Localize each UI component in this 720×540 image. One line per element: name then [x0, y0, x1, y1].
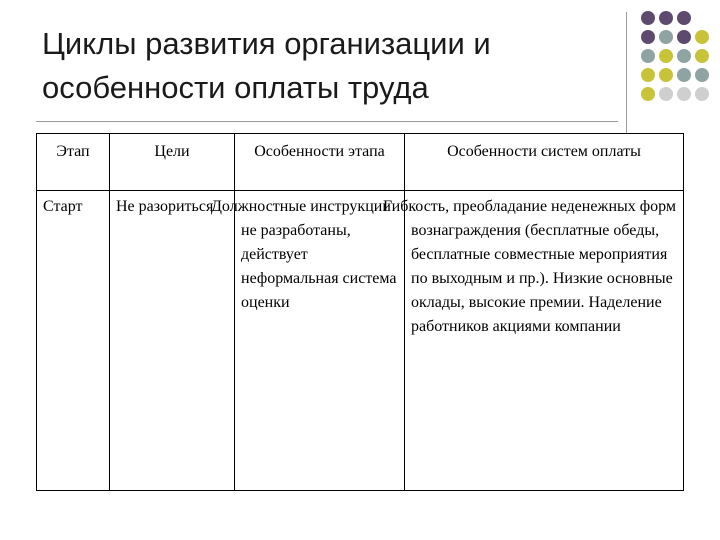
decorative-dot: [677, 87, 691, 101]
decorative-dot: [677, 68, 691, 82]
horizontal-divider: [36, 121, 618, 122]
cell-goals: Не разориться: [110, 191, 235, 491]
vertical-divider: [626, 12, 627, 134]
decorative-dot: [677, 30, 691, 44]
decorative-dot: [659, 87, 673, 101]
header-goals: Цели: [110, 134, 235, 191]
title-line-1: Циклы развития организации и: [42, 26, 491, 61]
decorative-dot: [659, 30, 673, 44]
decorative-dot: [695, 30, 709, 44]
decorative-dot: [641, 68, 655, 82]
title-line-2: особенности оплаты труда: [42, 70, 429, 105]
header-stage-features: Особенности этапа: [235, 134, 405, 191]
decorative-dot: [677, 49, 691, 63]
cell-stage: Старт: [37, 191, 110, 491]
decorative-dot: [695, 49, 709, 63]
pay-cycle-table: [36, 133, 684, 491]
decorative-dot: [695, 87, 709, 101]
decorative-dot: [659, 11, 673, 25]
table-header-row: [37, 134, 684, 191]
decorative-dot: [641, 49, 655, 63]
header-pay-features: Особенности систем оплаты: [405, 134, 684, 191]
slide-title: [42, 22, 622, 110]
decorative-dot: [659, 49, 673, 63]
cell-pay-features: Гибкость, преобладание неденежных форм вознаграждения (бесплатные обеды, бесплатные совместные мероприятия по выходным и пр.). Низкие основные оклады, высокие премии. Наделение работников акциями компании: [405, 191, 684, 491]
decorative-dot: [677, 11, 691, 25]
decorative-dot: [641, 87, 655, 101]
cell-stage-features: Должностные инструкции не разработаны, действует неформальная система оценки: [235, 191, 405, 491]
table-row: [37, 191, 684, 491]
header-stage: Этап: [37, 134, 110, 191]
decorative-dot: [641, 30, 655, 44]
decorative-dot: [695, 68, 709, 82]
decorative-dot: [659, 68, 673, 82]
decorative-dot-grid: [640, 10, 720, 120]
decorative-dot: [641, 11, 655, 25]
